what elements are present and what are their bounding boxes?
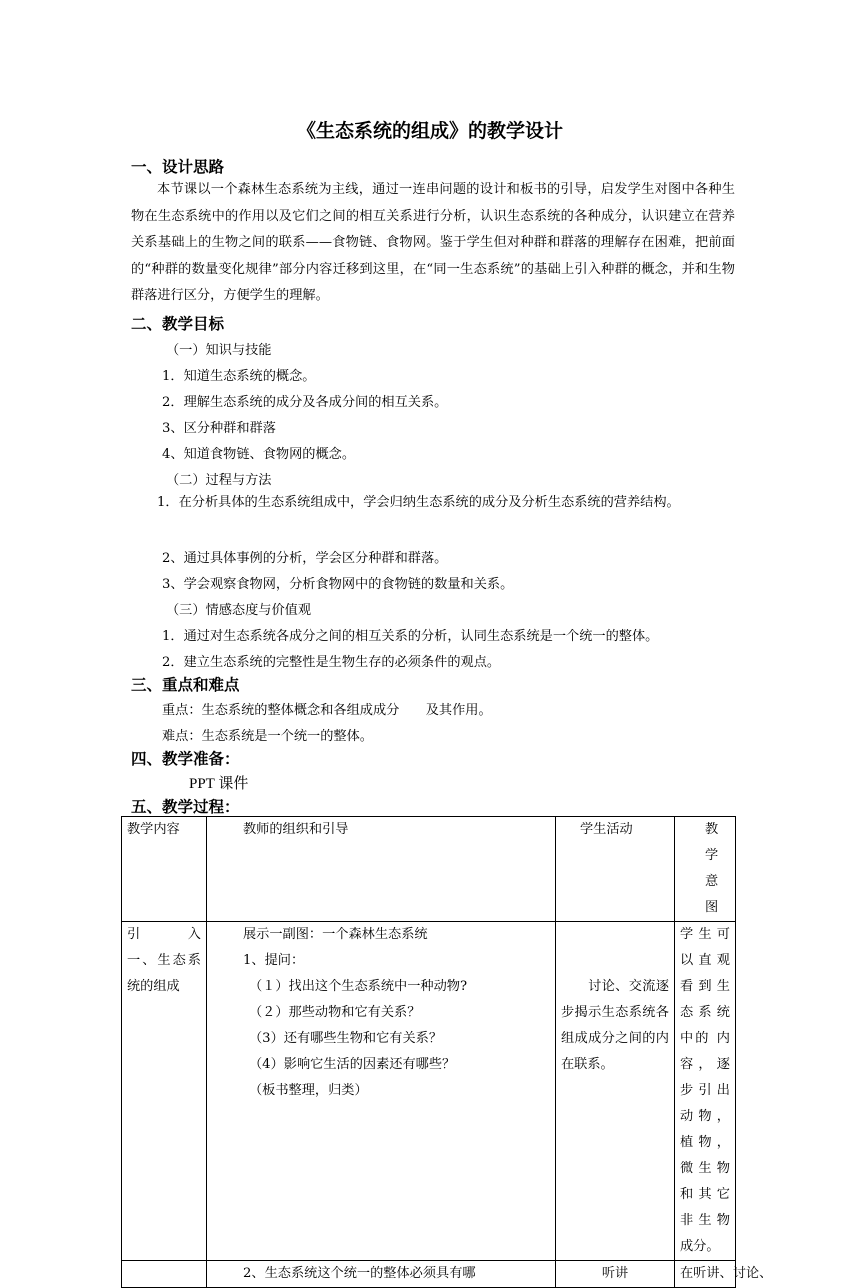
subheading-knowledge-skills: （一）知识与技能 [166, 343, 272, 358]
objective-item: 3、学会观察食物网，分析食物网中的食物链的数量和关系。 [162, 577, 514, 592]
section-heading-objectives: 二、教学目标 [131, 315, 225, 333]
teaching-process-table [121, 816, 773, 1288]
table-row [122, 1261, 736, 1288]
teacher-line: （4）影响它生活的因素还有哪些？ [249, 1057, 456, 1072]
cell-intent: 学生可以直观看到生态系统中的 内容，逐步引出动物，植物，微生物和其它非生物成分。 [675, 922, 736, 1261]
header-teacher: 教师的组织和引导 [207, 817, 556, 922]
section-heading-preparation: 四、教学准备： [131, 750, 240, 768]
section-heading-process: 五、教学过程： [131, 798, 240, 816]
cell-intent: 在听讲、讨论、 [675, 1261, 736, 1288]
objective-item: 1．通过对生态系统各成分之间的相互关系的分析，认同生态系统是一个统一的整体。 [162, 629, 659, 644]
objective-item: 3、区分种群和群落 [162, 421, 276, 436]
objective-item: 1．知道生态系统的概念。 [162, 369, 316, 384]
objective-item: 1．在分析具体的生态系统组成中，学会归纳生态系统的成分及分析生态系统的营养结构。 [157, 495, 680, 510]
subheading-attitude-values: （三）情感态度与价值观 [166, 603, 312, 618]
teacher-line: （板书整理，归类） [249, 1083, 368, 1098]
design-idea-paragraph: 本节课以一个森林生态系统为主线，通过一连串问题的设计和板书的引导，启发学生对图中各种生物在生态系统中的作用以及它们之间的相互关系进行分析，认识生态系统的各种成分，认识建立在营养关系基础上的生物之间的联系——食物链、食物网。鉴于学生但对种群和群落的理解存在困难，把前面的“种群的数量变化规律”部分内容迁移到这里，在“同一生态系统”的基础上引入种群的概念，并和生物群落进行区分，方便学生的理解。 [131, 182, 735, 303]
objective-item: 2．理解生态系统的成分及各成分间的相互关系。 [162, 395, 448, 410]
difficult-point-text: 难点：生态系统是一个统一的整体。 [162, 729, 373, 744]
key-point-text: 重点：生态系统的整体概念和各组成成分 及其作用。 [162, 703, 492, 718]
teacher-line: （3）还有哪些生物和它有关系？ [249, 1031, 443, 1046]
objective-item: 4、知道食物链、食物网的概念。 [162, 447, 356, 462]
teacher-line: 展示一副图：一个森林生态系统 [243, 927, 428, 942]
objective-item: 2、通过具体事例的分析，学会区分种群和群落。 [162, 551, 448, 566]
header-student: 学生活动 [556, 817, 675, 922]
teacher-line: 1、提问： [243, 953, 305, 968]
cell-student: 听讲 [556, 1261, 675, 1288]
table-header-row [122, 817, 736, 922]
teacher-line: （１）找出这个生态系统中一种动物? [249, 979, 468, 994]
header-content: 教学内容 [122, 817, 207, 922]
document-title: 《生态系统的组成》的教学设计 [296, 120, 563, 142]
cell-teacher [207, 922, 556, 1261]
section-heading-design-idea: 一、设计思路 [131, 158, 225, 176]
header-intent: 教学意图 [675, 817, 736, 922]
cell-content [122, 1261, 207, 1288]
section-heading-key-points: 三、重点和难点 [131, 676, 240, 694]
objective-item: 2．建立生态系统的完整性是生物生存的必须条件的观点。 [162, 655, 501, 670]
cell-student: 讨论、交流逐步揭示生态系统各组成成分之间的内在联系。 [556, 922, 675, 1261]
preparation-item: PPT 课件 [189, 776, 249, 792]
cell-content: 引入 一、生态系统的组成 [122, 922, 207, 1261]
teacher-line: （２）那些动物和它有关系？ [249, 1005, 421, 1020]
subheading-process-method: （二）过程与方法 [166, 473, 272, 488]
cell-teacher: 2、生态系统这个统一的整体必须具有哪 [207, 1261, 556, 1288]
table-row [122, 922, 736, 1261]
